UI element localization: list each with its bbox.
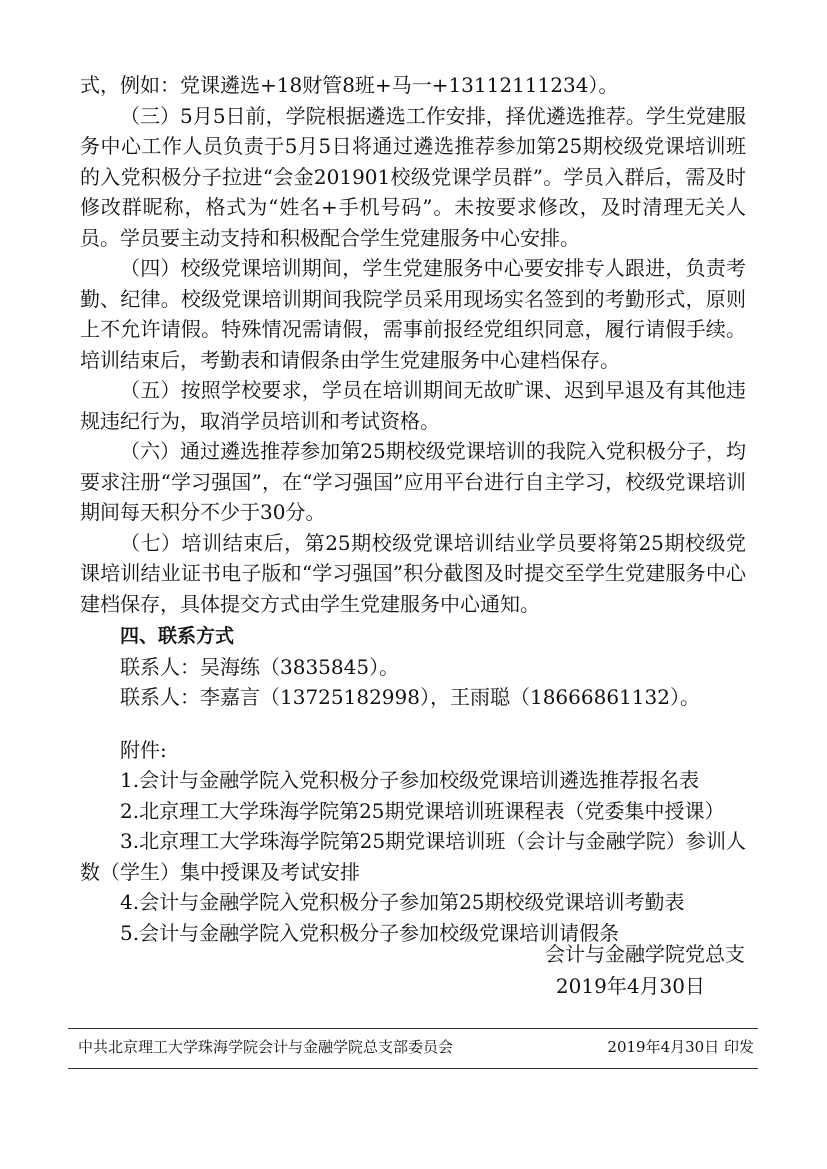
attachment-item: 2.北京理工大学珠海学院第25期党课培训班课程表（党委集中授课） [120, 798, 725, 823]
attachment-item: 3.北京理工大学珠海学院第25期党课培训班（会计与金融学院）参训人数（学生）集中授课及考试安排 [80, 829, 746, 884]
paragraph-item-4: （四）校级党课培训期间，学生党建服务中心要安排专人跟进，负责考勤、纪律。校级党课培训期间我院学员采用现场实名签到的考勤形式，原则上不允许请假。特殊情况需请假，需事前报经党组织同意，履行请假手续。培训结束后，考勤表和请假条由学生党建服务中心建档保存。 [80, 256, 746, 372]
signature-block [445, 938, 745, 1002]
attachment-item: 5.会计与金融学院入党积极分子参加校级党课培训请假条 [120, 920, 620, 945]
footer-bottom-rule [68, 1068, 758, 1069]
signature-date: 2019年4月30日 [555, 974, 705, 998]
attachments-list [80, 765, 746, 948]
section-gap [80, 713, 746, 735]
paragraph-continuation: 式，例如：党课遴选+18财管8班+马一+13112111234）。 [80, 73, 619, 97]
footer-issuer: 中共北京理工大学珠海学院会计与金融学院总支部委员会 [78, 1038, 454, 1056]
attachments-label: 附件: [120, 737, 167, 762]
paragraph-item-7: （七）培训结束后，第25期校级党课培训结业学员要将第25期校级党课培训结业证书电子版和“学习强国”积分截图及时提交至学生党建服务中心建档保存，具体提交方式由学生党建服务中心通知。 [80, 530, 746, 616]
paragraph-item-6: （六）通过遴选推荐参加第25期校级党课培训的我院入党积极分子，均要求注册“学习强国”，在“学习强国”应用平台进行自主学习，校级党课培训期间每天积分不少于30分。 [80, 439, 746, 524]
document-body [80, 70, 746, 948]
paragraph-item-5: （五）按照学校要求，学员在培训期间无故旷课、迟到早退及有其他违规违纪行为，取消学员培训和考试资格。 [80, 378, 746, 433]
footer [78, 1036, 754, 1057]
footer-print-date: 2019年4月30日 印发 [607, 1038, 754, 1056]
footer-top-rule [68, 1028, 758, 1029]
contact-line-1: 联系人：吴海练（3835845）。 [120, 654, 400, 679]
contact-heading: 四、联系方式 [120, 625, 235, 647]
signature-org: 会计与金融学院党总支 [545, 942, 745, 966]
contact-line-2: 联系人：李嘉言（13725182998），王雨聪（18666861132）。 [120, 685, 700, 709]
attachment-item: 1.会计与金融学院入党积极分子参加校级党课培训遴选推荐报名表 [120, 768, 700, 792]
attachment-item: 4.会计与金融学院入党积极分子参加第25期校级党课培训考勤表 [120, 890, 685, 914]
paragraph-item-3: （三）5月5日前，学院根据遴选工作安排，择优遴选推荐。学生党建服务中心工作人员负责于5月5日将通过遴选推荐参加第25期校级党课培训班的入党积极分子拉进“会金201901校级党课学员群”。学员入群后，需及时修改群昵称，格式为“姓名+手机号码”。未按要求修改，及时清理无关人员。学员要主动支持和积极配合学生党建服务中心安排。 [80, 103, 746, 250]
